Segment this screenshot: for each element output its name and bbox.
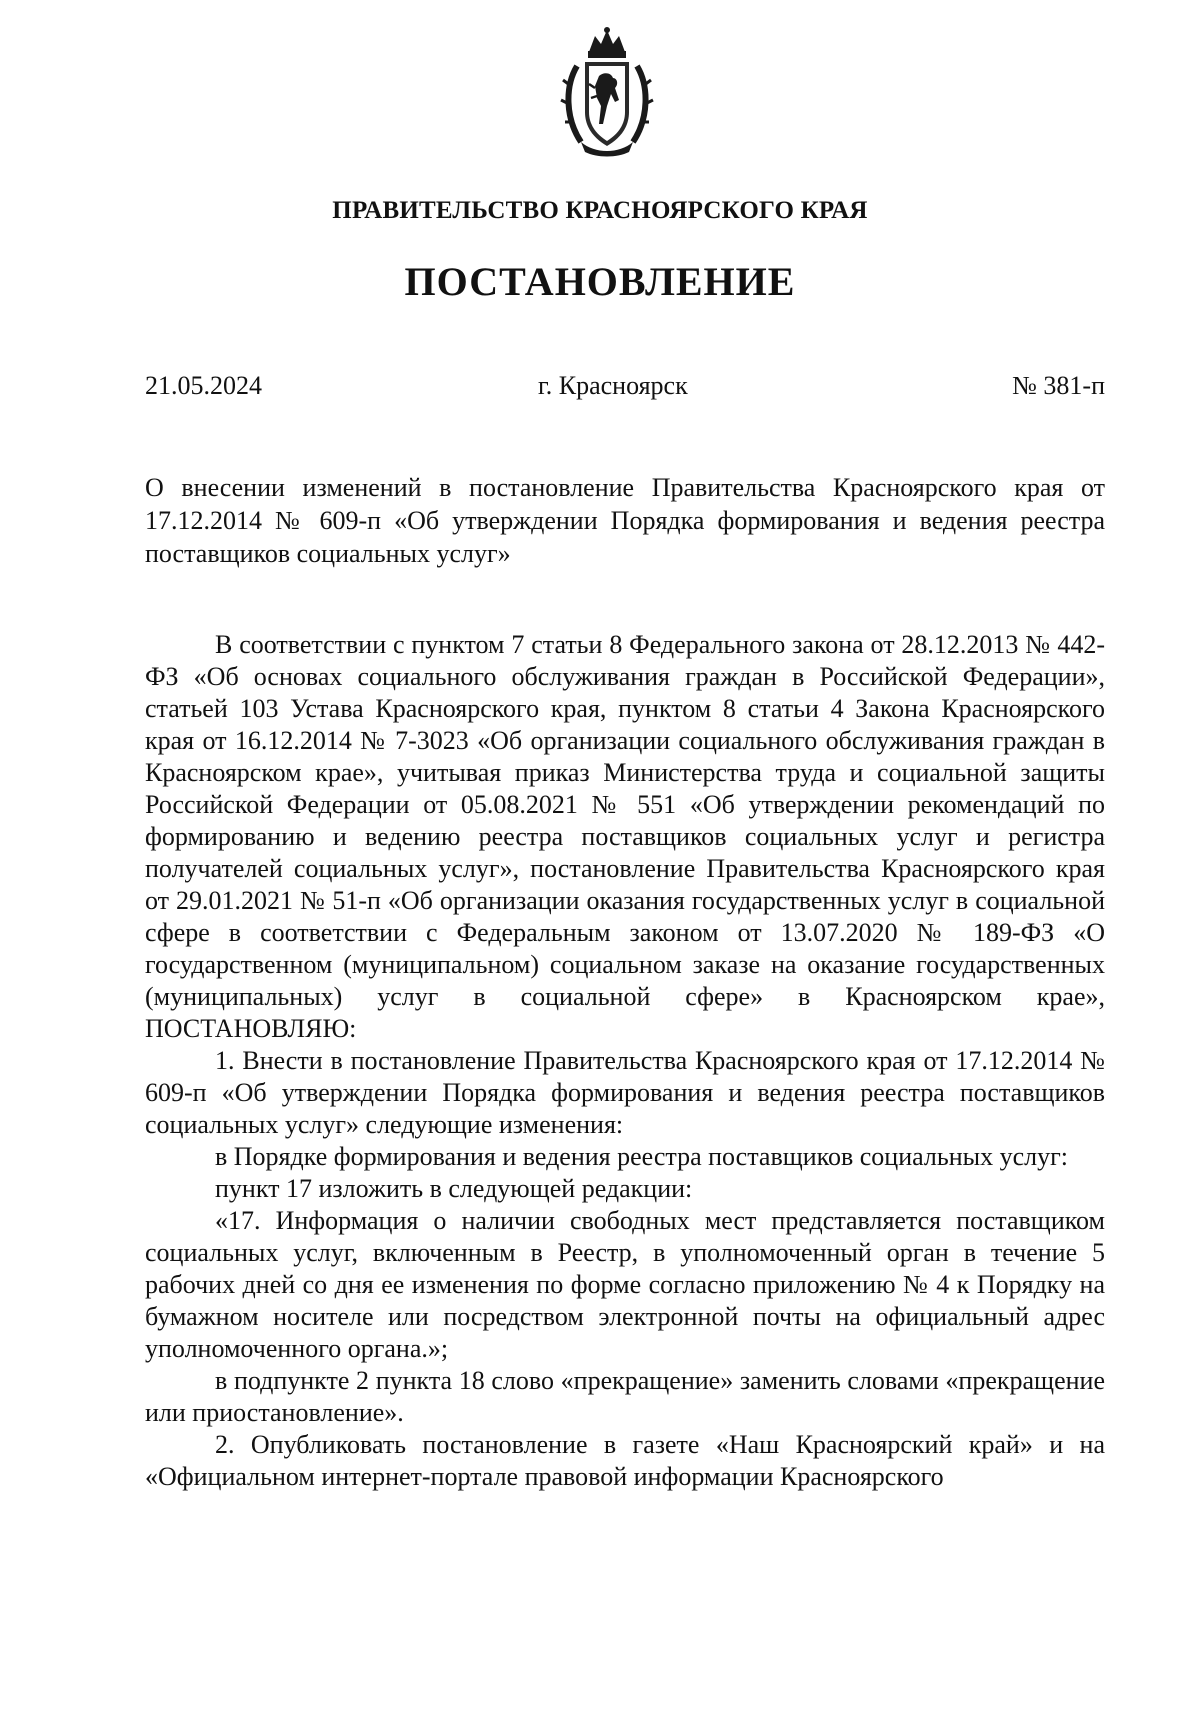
paragraph-point-18: в подпункте 2 пункта 18 слово «прекращение» заменить словами «прекращение или приостановление». — [145, 1366, 1105, 1427]
document-body — [145, 629, 1105, 1493]
krasnoyarsk-coat-of-arms-icon — [559, 26, 655, 160]
document-number: № 381-п — [1012, 371, 1105, 400]
document-city: г. Красноярск — [538, 371, 688, 400]
paragraph-point-17-text: «17. Информация о наличии свободных мест представляется поставщиком социальных услуг, включенным в Реестр, в уполномоченный орган в течение 5 рабочих дней со дня ее изменения по форме согласно приложению № 4 к Порядку на бумажном носителе или посредством электронной почты на официальный адрес уполномоченного органа.»; — [145, 1206, 1105, 1363]
paragraph-item-2: 2. Опубликовать постановление в газете «Наш Красноярский край» и на «Официальном интернет-портале правовой информации Красноярского — [145, 1430, 1105, 1491]
paragraph-item-1: 1. Внести в постановление Правительства Красноярского края от 17.12.2014 № 609-п «Об утверждении Порядка формирования и ведения реестра поставщиков социальных услуг» следующие изменения: — [145, 1046, 1105, 1139]
document-subject-title: О внесении изменений в постановление Правительства Красноярского края от 17.12.2014 № 609-п «Об утверждении Порядка формирования и ведения реестра поставщиков социальных услуг» — [145, 473, 1105, 568]
organization-name: ПРАВИТЕЛЬСТВО КРАСНОЯРСКОГО КРАЯ — [332, 197, 868, 224]
paragraph-order-section: в Порядке формирования и ведения реестра поставщиков социальных услуг: — [215, 1142, 1068, 1171]
paragraph-point-17-intro: пункт 17 изложить в следующей редакции: — [215, 1174, 693, 1203]
document-date: 21.05.2024 — [145, 371, 262, 400]
paragraph-preamble: В соответствии с пунктом 7 статьи 8 Федерального закона от 28.12.2013 № 442-ФЗ «Об основах социального обслуживания граждан в Российской Федерации», статьей 103 Устава Красноярского края, пунктом 8 статьи 4 Закона Красноярского края от 16.12.2014 № 7-3023 «Об организации социального обслуживания граждан в Красноярском крае», учитывая приказ Министерства труда и социальной защиты Российской Федерации от 05.08.2021 № 551 «Об утверждении рекомендаций по формированию и ведению реестра поставщиков социальных услуг и регистра получателей социальных услуг», постановление Правительства Красноярского края от 29.01.2021 № 51-п «Об организации оказания государственных услуг в социальной сфере в соответствии с Федеральным законом от 13.07.2020 № 189-ФЗ «О государственном (муниципальном) социальном заказе на оказание государственных (муниципальных) услуг в социальной сфере» в Красноярском крае», ПОСТАНОВЛЯЮ: — [145, 630, 1105, 1043]
document-type-title: ПОСТАНОВЛЕНИЕ — [404, 259, 796, 304]
